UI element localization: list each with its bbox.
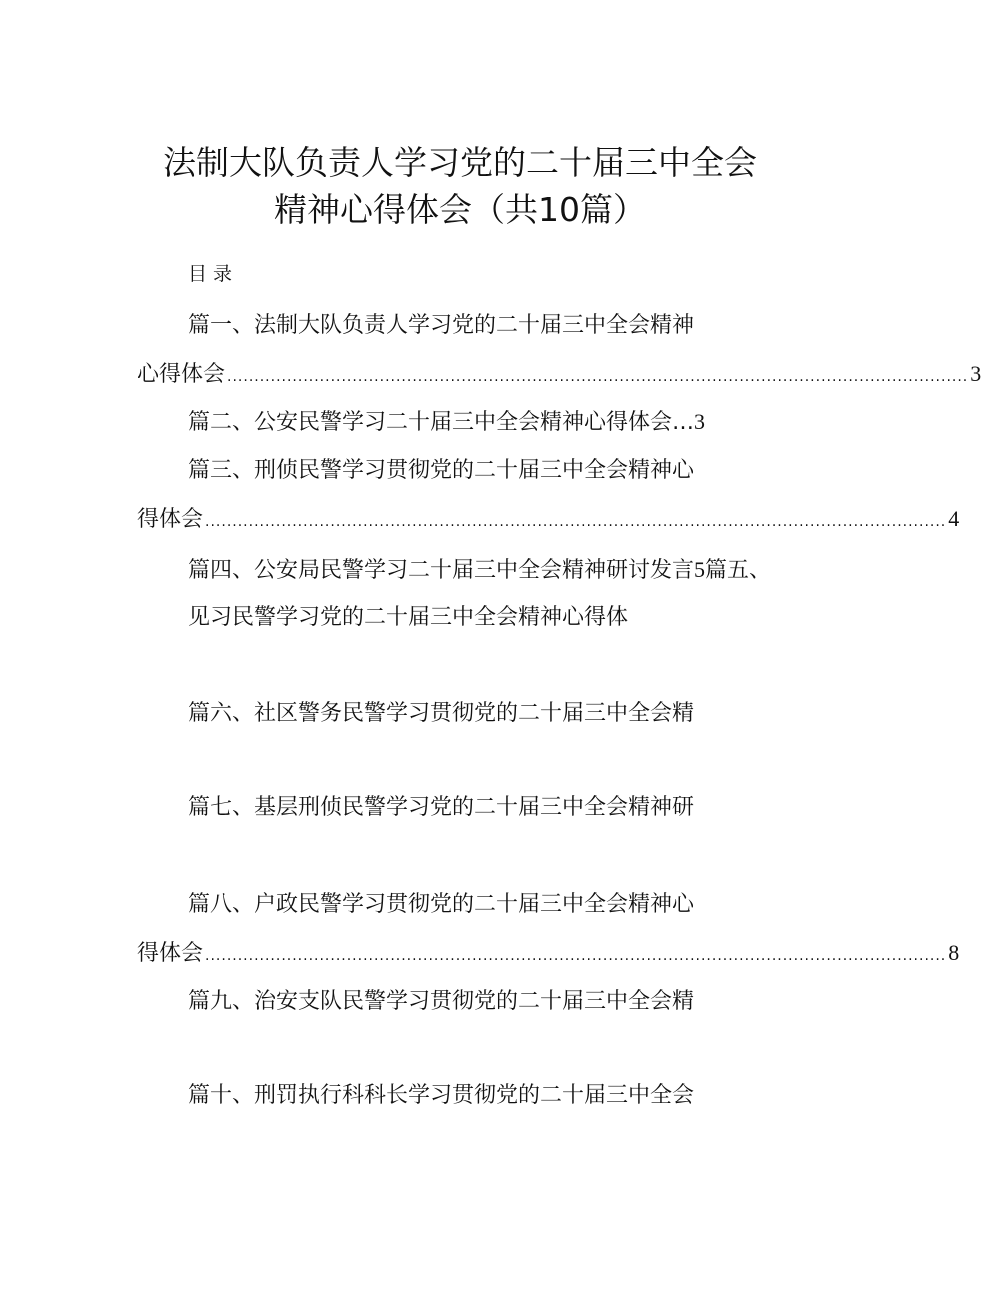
toc-entry-1-page: 3 [970, 361, 981, 386]
toc-entry-10[interactable]: 篇十、刑罚执行科科长学习贯彻党的二十届三中全会 [188, 1083, 695, 1108]
toc-entry-5-prefix: 篇五、 [705, 558, 772, 583]
toc-entry-6[interactable]: 篇六、社区警务民警学习贯彻党的二十届三中全会精 [188, 701, 695, 726]
toc-entry-2-page: 3 [694, 409, 706, 434]
toc-entry-7[interactable]: 篇七、基层刑侦民警学习党的二十届三中全会精神研 [188, 795, 695, 820]
toc-entry-8-page: 8 [948, 940, 960, 965]
toc-entry-2-text: 篇二、公安民警学习二十届三中全会精神心得体会… [188, 410, 695, 435]
toc-entry-3-line-2[interactable] [137, 504, 960, 537]
toc-entry-8-line-2[interactable] [137, 938, 960, 971]
toc-entry-4-text: 篇四、公安局民警学习二十届三中全会精神研讨发言 [188, 558, 695, 583]
document-title-line-2: 精神心得体会（共10篇） [274, 190, 646, 229]
toc-entry-3-text: 得体会 [137, 507, 204, 532]
toc-entry-4[interactable] [188, 555, 771, 586]
toc-entry-4-page: 5 [694, 557, 706, 582]
dot-leader: ........................................................................................................................................ [227, 369, 969, 385]
toc-entry-9[interactable]: 篇九、治安支队民警学习贯彻党的二十届三中全会精 [188, 989, 695, 1014]
toc-entry-3-line-1[interactable]: 篇三、刑侦民警学习贯彻党的二十届三中全会精神心 [188, 458, 695, 483]
toc-entry-3-page: 4 [948, 506, 960, 531]
dot-leader: ........................................................................................................................................ [205, 948, 947, 964]
toc-entry-2[interactable] [188, 407, 705, 438]
toc-entry-8-line-1[interactable]: 篇八、户政民警学习贯彻党的二十届三中全会精神心 [188, 892, 695, 917]
toc-entry-5-text[interactable]: 见习民警学习党的二十届三中全会精神心得体 [188, 605, 629, 630]
dot-leader: ........................................................................................................................................ [205, 514, 947, 530]
document-title-line-1: 法制大队负责人学习党的二十届三中全会 [163, 143, 757, 182]
toc-entry-8-text: 得体会 [137, 941, 204, 966]
toc-entry-1-line-2[interactable] [137, 359, 981, 392]
toc-heading: 目录 [188, 263, 239, 285]
toc-entry-1-line-1[interactable]: 篇一、法制大队负责人学习党的二十届三中全会精神 [188, 313, 695, 338]
toc-entry-1-text: 心得体会 [137, 362, 226, 387]
